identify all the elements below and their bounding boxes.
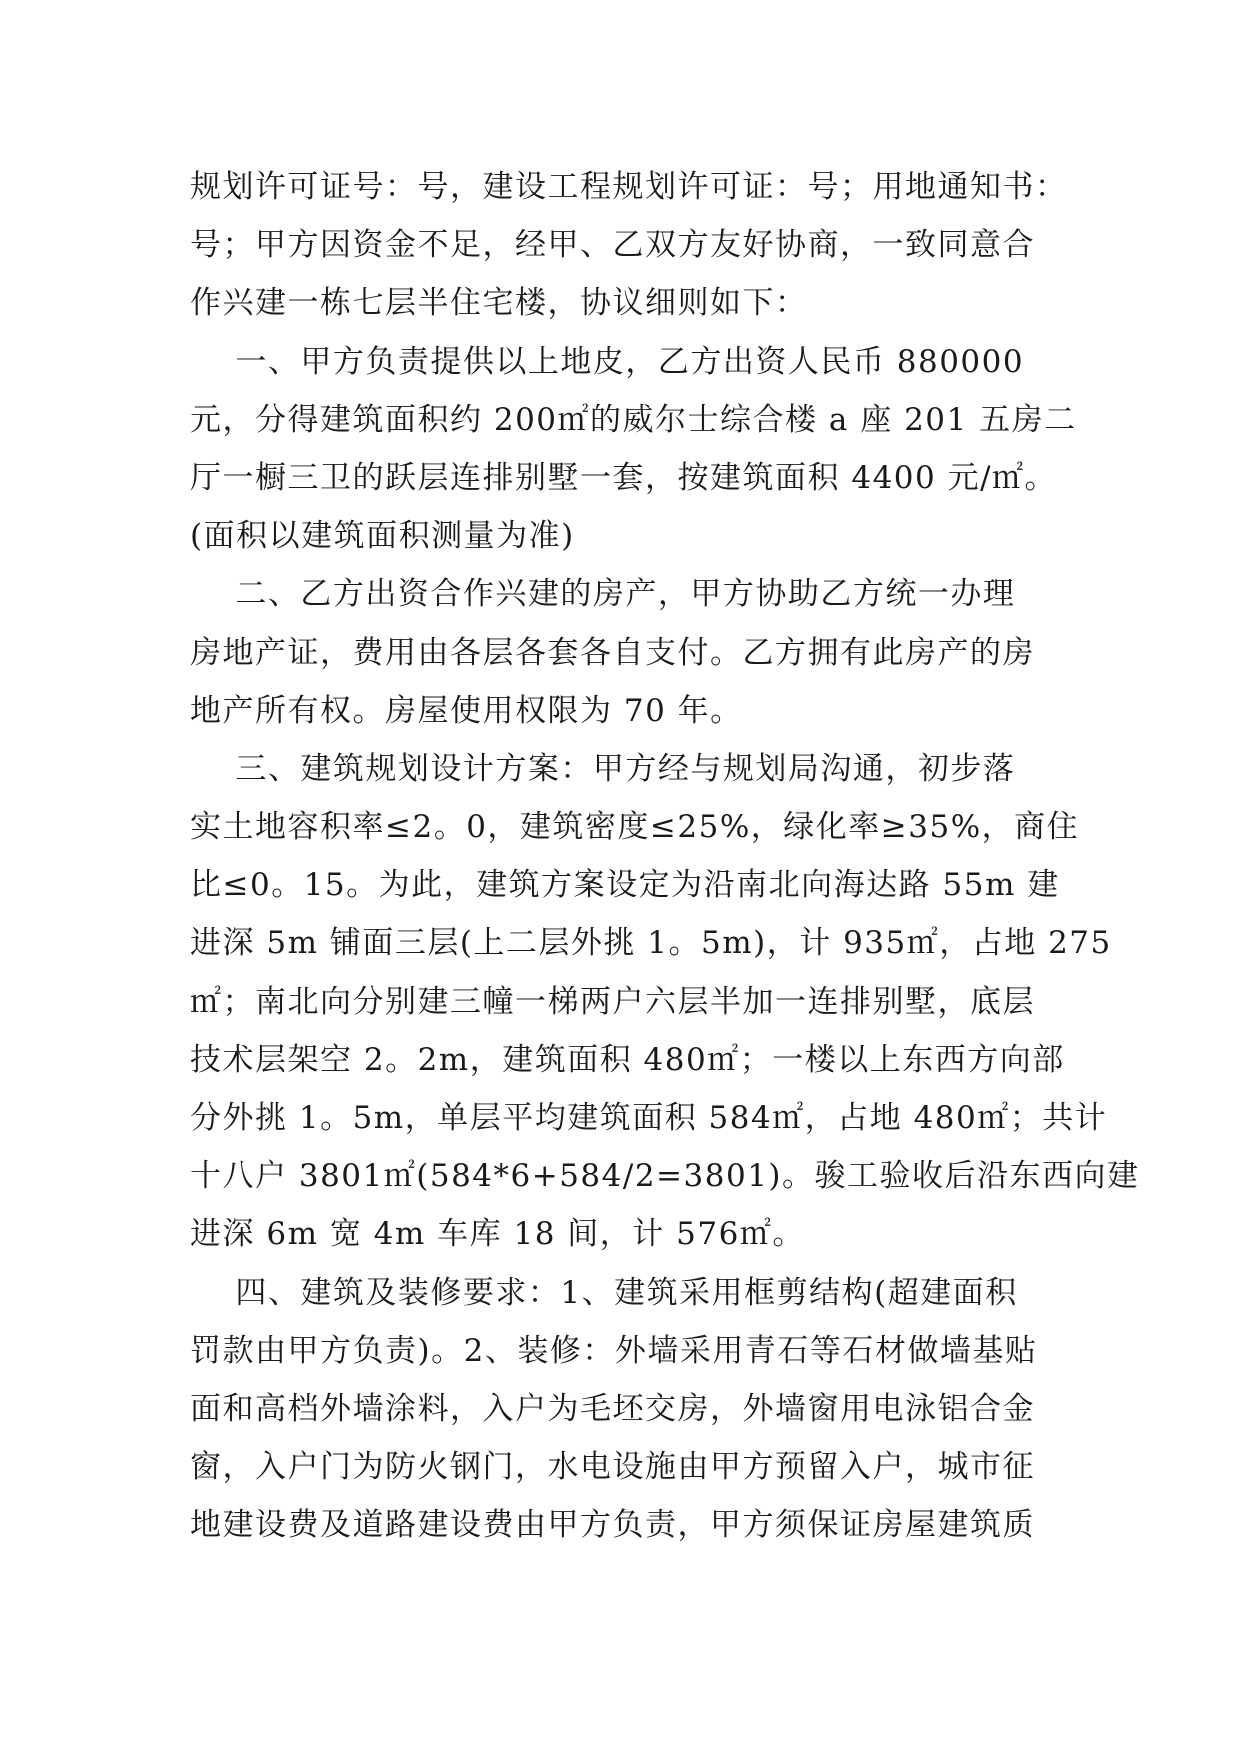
text-line: 窗，入户门为防火钢门，水电设施由甲方预留入户，城市征 (190, 1449, 1035, 1486)
text-line: 地建设费及道路建设费由甲方负责，甲方须保证房屋建筑质 (190, 1507, 1035, 1544)
text-line: 比≤0。15。为此，建筑方案设定为沿南北向海达路 55m 建 (190, 867, 1060, 904)
text-line: 进深 5m 铺面三层(上二层外挑 1。5m)，计 935㎡，占地 275 (190, 925, 1112, 962)
text-line: (面积以建筑面积测量为准) (190, 518, 575, 555)
text-line: 分外挑 1。5m，单层平均建筑面积 584㎡，占地 480㎡；共计 (190, 1100, 1108, 1136)
text-line: 十八户 3801㎡(584*6+584/2=3801)。骏工验收后沿东西向建 (190, 1158, 1140, 1195)
text-line: 四、建筑及装修要求：1、建筑采用框剪结构(超建面积 (190, 1274, 1018, 1311)
text-line: 地产所有权。房屋使用权限为 70 年。 (190, 692, 743, 729)
text-line: 进深 6m 宽 4m 车库 18 间，计 576㎡。 (190, 1216, 805, 1253)
text-line: 房地产证，费用由各层各套各自支付。乙方拥有此房产的房 (190, 634, 1035, 671)
text-line: 实土地容积率≤2。0，建筑密度≤25%，绿化率≥35%，商住 (190, 809, 1080, 846)
text-line: ㎡；南北向分别建三幢一梯两户六层半加一连排别墅，底层 (190, 983, 1035, 1020)
text-line: 面和高档外墙涂料，入户为毛坯交房，外墙窗用电泳铝合金 (190, 1390, 1035, 1427)
text-line: 号；甲方因资金不足，经甲、乙双方友好协商，一致同意合 (190, 227, 1035, 264)
text-line: 作兴建一栋七层半住宅楼，协议细则如下： (190, 285, 808, 322)
text-line: 一、甲方负责提供以上地皮，乙方出资人民币 880000 (190, 343, 1025, 380)
text-line: 三、建筑规划设计方案：甲方经与规划局沟通，初步落 (190, 750, 1016, 787)
text-line: 罚款由甲方负责)。2、装修：外墙采用青石等石材做墙基贴 (190, 1332, 1038, 1369)
text-line: 二、乙方出资合作兴建的房产，甲方协助乙方统一办理 (190, 576, 1016, 613)
text-line: 技术层架空 2。2m，建筑面积 480㎡；一楼以上东西方向部 (190, 1041, 1065, 1078)
text-line: 规划许可证号：号，建设工程规划许可证：号；用地通知书： (190, 169, 1068, 205)
document-body (190, 158, 1140, 1555)
text-line: 厅一橱三卫的跃层连排别墅一套，按建筑面积 4400 元/㎡。 (190, 459, 1058, 496)
text-line: 元，分得建筑面积约 200㎡的威尔士综合楼 a 座 201 五房二 (190, 401, 1077, 438)
